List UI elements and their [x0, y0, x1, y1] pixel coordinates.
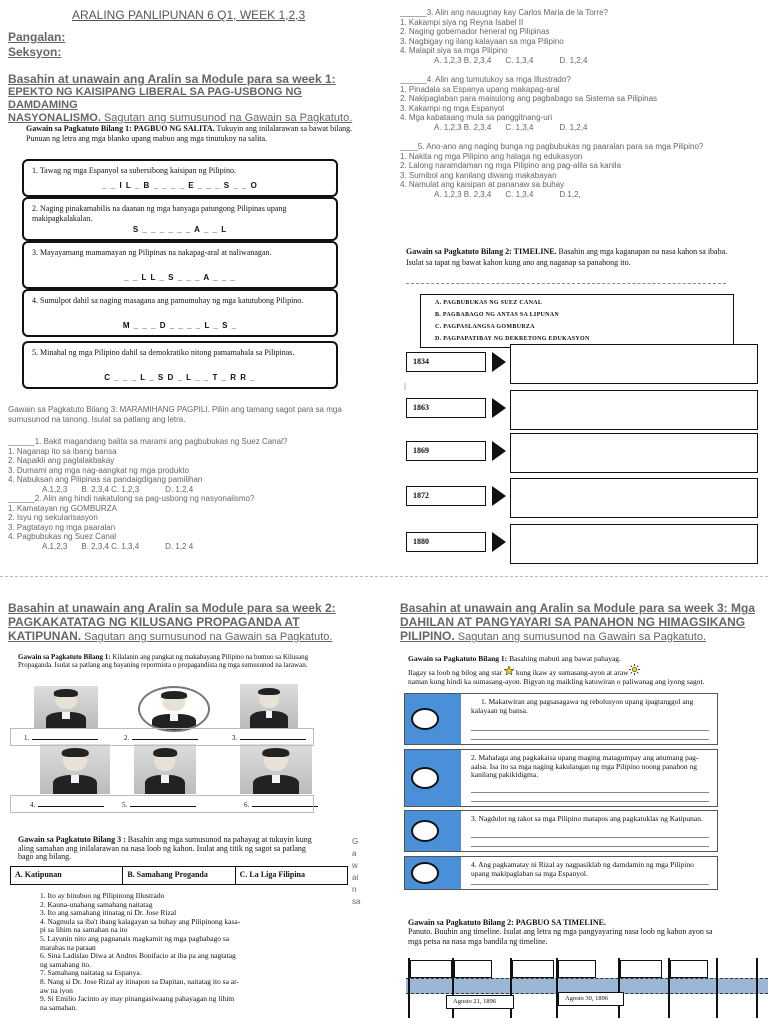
week1-topic-line1: EPEKTO NG KAISIPANG LIBERAL SA PAG-USBONG NG DAMDAMING: [8, 86, 302, 111]
side-letter: sa: [352, 897, 361, 906]
week1-topic: [8, 86, 368, 125]
week1-activity2-title: Gawain sa Pagkatuto Bilang 2: TIMELINE.: [406, 247, 557, 256]
word-item-2: [22, 197, 338, 241]
flag: [410, 960, 452, 978]
mc-choice: A. 1,2,3 B. 2,3,4: [434, 189, 492, 199]
statement-text: 3. Nagdulot ng takot sa mga Pilipino matapos ang pagkatuklas ng Katipunan.: [471, 814, 703, 823]
agree-row-3: [404, 810, 718, 852]
group-choices-table: [10, 866, 348, 885]
flag: [620, 960, 662, 978]
week2-topic-line2: KATIPUNAN.: [8, 629, 82, 643]
timeline-answer-box[interactable]: [510, 344, 758, 384]
statement-line: 6. Sina Ladislao Diwa at Andres Bonifacio at iba pa ang nagtatag: [40, 951, 236, 961]
week1-activity3-title: Gawain sa Pagkatuto Bilang 3: MARAMIHANG PAGPILI. Piliin ang tamang sagot para sa mga sumusunod na tanong. Isulat sa patlang ang letra.: [8, 405, 342, 424]
week2-topic: [8, 615, 388, 644]
arrow-icon: [492, 532, 506, 552]
mc-question: ____5. Ano-ano ang naging bunga ng pagbubukas ng paaralan para sa mga Pilipino?: [400, 142, 704, 151]
word-item-question: 5. Minahal ng mga Pilipino dahil sa demokratiko nitong pamamahala sa Pilipinas.: [32, 348, 295, 357]
worksheet-title: ARALING PANLIPUNAN 6 Q1, WEEK 1,2,3: [72, 8, 306, 22]
portrait-hair: [54, 689, 78, 697]
week2-activity3-title: Gawain sa Pagkatuto Bilang 3 :: [18, 835, 126, 844]
word-item-answer-blanks[interactable]: S _ _ _ _ _ _ A _ _ L: [132, 225, 228, 234]
portrait-collar: [161, 775, 168, 783]
week2-activity3-text: Basahin ang mga sumusunod na pahayag at tukuyin kung aling samahan ang inilalarawan na nasa loob ng kahon. Isulat ang titik ng sagot sa patlang bago ang bilang.: [18, 835, 312, 862]
week3-activity1-text-a: Basahing mabuti ang bawat pahayag.: [507, 654, 621, 663]
statement-line: 5. Layunin nito ang pagnanais magkamit ng mga pagbabago sa: [40, 933, 230, 943]
mc-option: 3. Kakampi ng mga Espanyol: [400, 103, 505, 113]
star-icon: [504, 666, 514, 675]
agree-row-4: [404, 856, 718, 890]
week3-activity1-title: Gawain sa Pagkatuto Bilang 1:: [408, 654, 508, 663]
group-choice: C. La Liga Filipina: [239, 870, 306, 879]
portrait-hair: [161, 691, 187, 699]
photo-label-frame: [10, 728, 314, 746]
number-label: 2.: [124, 734, 130, 742]
portrait-collar: [170, 714, 178, 721]
answer-line[interactable]: [471, 846, 709, 847]
mc-choice: A.1,2,3: [42, 541, 68, 551]
portrait-photo: [40, 744, 110, 794]
mc-question: ______4. Alin ang tumutukoy sa mga Illustrado?: [400, 75, 571, 84]
portrait-hair: [153, 748, 177, 757]
statement-line: marahas na paraan: [40, 942, 96, 952]
word-item-answer-blanks[interactable]: _ _ I L _ B _ _ _ _ E _ _ _ S _ _ O: [102, 181, 258, 190]
stray-side-text: [352, 836, 360, 908]
statement-line: 2. Kauna-unahang samahang naitatag: [40, 899, 153, 909]
answer-line[interactable]: [471, 730, 709, 731]
mc-option: 2. Nakipaglaban para maisulong ang pagbabago sa Sistema sa Pilipinas: [400, 94, 658, 103]
week3-activity2-instructions: [408, 918, 720, 946]
week3-activity1-text-d: naman kung hindi ka sumasang-ayon. Bigyan ng maikling katuwiran o paliwanag ang iyong sagot.: [408, 676, 705, 686]
word-item-1: [22, 159, 338, 197]
flag-date: Agosto 21, 1896: [446, 995, 514, 1009]
mc-spacer: [400, 132, 703, 142]
mc-option: 1. Pinadala sa Espanya upang makapag-aral: [400, 84, 560, 94]
week3-activity2-text: Panuto. Buuhin ang timeline. Isulat ang letra ng mga pangyayaring nasa loob ng kahon ayon sa mga petsa na nasa mga bandila ng timeline.: [408, 927, 713, 946]
event-item: C. PAGPASLANGSA GOMBURZA: [435, 324, 535, 330]
mc-option: 1. Naganap ito sa ibang bansa: [8, 446, 117, 456]
mc-choices: [400, 190, 703, 200]
flag: [512, 960, 554, 978]
answer-circle[interactable]: [411, 767, 439, 789]
mc-choices: [8, 542, 287, 552]
answer-circle[interactable]: [411, 820, 439, 842]
photo-label-frame: [10, 795, 314, 813]
mc-option: 2. Lalong naramdaman ng mga Pilipino ang pag-alila sa kanila: [400, 161, 622, 170]
mc-choices: [8, 485, 287, 495]
flag-pole: [756, 958, 758, 1018]
answer-line[interactable]: [471, 792, 709, 793]
side-letter: a: [352, 849, 357, 858]
arrow-icon: [492, 486, 506, 506]
side-letter: G: [352, 837, 359, 846]
timeline-answer-box[interactable]: [510, 390, 758, 430]
number-label: 4.: [30, 801, 36, 809]
answer-line[interactable]: [471, 884, 709, 885]
divider: [406, 283, 726, 284]
mc-option: 1. Kakampi siya ng Reyna Isabel II: [400, 17, 524, 27]
mc-option: 4. Pagbubukas ng Suez Canal: [8, 532, 117, 541]
mc-question: ______2. Alin ang hindi nakatulong sa pag-usbong ng nasyonalismo?: [8, 494, 255, 503]
mc-option: 4. Mga kabataang mula sa panggitnang-uri: [400, 113, 553, 122]
mc-option: 3. Dumami ang mga nag-aangkat ng mga produkto: [8, 465, 189, 475]
events-box: [420, 294, 734, 348]
week1-instruction: Sagutan ang sumusunod na Gawain sa Pagkatuto.: [100, 112, 353, 124]
mc-choice: A. 1,2,3 B. 2,3,4: [434, 55, 492, 65]
mc-choice: A. 1,2,3 B. 2,3,4: [434, 122, 492, 132]
week1-activity1-title: Gawain sa Pagkatuto Bilang 1: PAGBUO NG SALITA.: [26, 124, 215, 133]
word-item-question: 3. Mayayamang mamamayan ng Pilipinas na nakapag-aral at naliwanagan.: [32, 248, 272, 257]
section-label: Seksyon:: [8, 45, 62, 59]
portrait-hair: [258, 688, 280, 696]
statement-line: 1. Ito ay binubuo ng Pilipinong Illustrado: [40, 891, 165, 900]
timeline-1896: [406, 958, 768, 1024]
group-choice: B. Samahang Proganda: [123, 867, 235, 884]
mc-choices: [400, 56, 703, 66]
answer-line[interactable]: [471, 801, 709, 802]
week2-topic-line1: PAGKAKATATAG NG KILUSANG PROPAGANDA AT: [8, 615, 300, 629]
event-item: D. PAGPAPATIBAY NG DEKRETONG EDUKASYON: [435, 336, 590, 342]
side-letter: w: [352, 861, 358, 870]
mc-choice: C. 1,3,4: [505, 55, 534, 65]
mc-choice: A.1,2,3: [42, 484, 68, 494]
mc-choice: D. 1,2,4: [559, 55, 588, 65]
statement-line: 3. Ito ang samahang itinatag ni Dr. Jose Rizal: [40, 908, 177, 918]
mc-option: 3. Pagtatayo ng mga paaralan: [8, 522, 116, 532]
statement-line: na samahan.: [40, 1002, 78, 1012]
arrow-icon: [492, 398, 506, 418]
agree-row-2: [404, 749, 718, 807]
word-item-question: 1. Tawag ng mga Espanyol sa subersibong kaisipan ng Pilipino.: [32, 166, 236, 175]
week2-instruction: Sagutan ang sumusunod na Gawain sa Pagkatuto.: [81, 631, 333, 643]
word-item-3: [22, 241, 338, 289]
timeline-answer-box[interactable]: [510, 433, 758, 473]
mc-choice: D. 1,2,4: [559, 122, 588, 132]
timeline-year-box: 1872: [406, 486, 486, 506]
statement-text: 4. Ang pagkamatay ni Rizal ay nagpasiklab ng damdamin ng mga Pilipino upang makipaglaban sa mga Espanyol.: [471, 860, 694, 878]
mc-option: 3. Sumibol ang kanilang diwang makabayan: [400, 170, 557, 180]
mc-option: 1. Kamatayan ng GOMBURZA: [8, 503, 117, 513]
statement-line: 4. Nagmula sa iba't ibang kalagayan sa buhay ang Pilipinong kasa-: [40, 916, 241, 926]
stray-mark: |: [404, 382, 407, 391]
portrait-hair: [262, 748, 289, 757]
week1-heading: Basahin at unawain ang Aralin sa Module para sa week 1:: [8, 72, 336, 86]
week1-activity2-instructions: [406, 246, 728, 268]
arrow-icon: [492, 441, 506, 461]
week3-topic-line2: PILIPINO.: [400, 629, 455, 643]
agree-row-1: [404, 693, 718, 745]
portrait-collar: [272, 775, 281, 783]
answer-circle[interactable]: [411, 708, 439, 730]
multiple-choice-q1-q2: [8, 437, 287, 551]
event-item: B. PAGBABAGO NG ANTAS SA LIPUNAN: [435, 312, 560, 318]
portrait-collar: [266, 711, 273, 718]
statement-line: ng samahang ito.: [40, 959, 92, 969]
side-letter: ai: [352, 873, 359, 882]
mc-spacer: [400, 65, 703, 75]
mc-option: 2. Naging gobernador heneral ng Pilipinas: [400, 27, 550, 36]
group-statements-list: [40, 892, 240, 1012]
number-label: 1.: [24, 734, 30, 742]
mc-question: ______1. Bakit magandang balita sa marami ang pagbubukas ng Suez Canal?: [8, 437, 288, 446]
week3-activity1-instructions: [408, 655, 720, 686]
week1-activity1-text: Tukuyin ang inilalarawan sa bawat bilang. Punuan ng letra ang mga blanko upang mabuo ang mga tinutukoy na salita.: [26, 124, 353, 143]
word-item-5: [22, 341, 338, 389]
mc-option: 2. Napaikli ang paglalakbakay: [8, 456, 115, 465]
sun-icon: [629, 664, 640, 675]
week3-heading: Basahin at unawain ang Aralin sa Module para sa week 3:: [400, 601, 728, 615]
week3-activity1-text-c: kung ikaw ay sumasang-ayon at araw: [514, 667, 629, 677]
word-item-answer-blanks[interactable]: _ _ L L _ S _ _ _ A _ _ _: [124, 273, 236, 282]
portrait-photo: [240, 744, 312, 794]
flag: [558, 960, 596, 978]
mc-option: 1. Nakita ng mga Pilipino ang halaga ng edukasyon: [400, 151, 583, 161]
timeline-answer-box[interactable]: [510, 524, 758, 564]
portrait-photo: [138, 686, 210, 732]
mc-option: 4. Nabuksan ang Pilipinas sa pandaigdigang pamilihan: [8, 475, 203, 484]
mc-option: 3. Nagbigay ng ilang kalayaan sa mga Pilipino: [400, 36, 564, 46]
number-label: 3.: [232, 734, 238, 742]
timeline-year-box: 1869: [406, 441, 486, 461]
mc-choice: B. 2,3,4 C. 1,3,4: [81, 541, 140, 551]
timeline-year-box: 1834: [406, 352, 486, 372]
page-separator: [0, 576, 768, 577]
statement-line: 7. Samahang naitatag sa Espanya.: [40, 968, 142, 978]
name-label: Pangalan:: [8, 30, 66, 44]
side-letter: n: [352, 885, 357, 894]
mc-choice: D. 1,2,4: [165, 484, 194, 494]
week3-instruction: Sagutan ang sumusunod na Gawain sa Pagkatuto.: [454, 631, 707, 643]
week1-topic-line2: NASYONALISMO.: [8, 112, 101, 124]
word-item-answer-blanks[interactable]: M _ _ _ D _ _ _ _ L _ S _: [122, 321, 238, 330]
portrait-photo: [34, 686, 98, 728]
week3-activity1-text-b: Ilagay sa loob ng bilog ang star: [408, 667, 505, 677]
mc-option: 2. Isyu ng sekularisasyon: [8, 513, 98, 522]
flag-pole: [716, 958, 718, 1018]
answer-circle[interactable]: [411, 862, 439, 884]
week2-heading: Basahin at unawain ang Aralin sa Module para sa week 2:: [8, 601, 336, 615]
arrow-icon: [492, 352, 506, 372]
week3-activity2-title: Gawain sa Pagkatuto Bilang 2: PAGBUO SA TIMELINE.: [408, 918, 606, 927]
flag: [454, 960, 492, 978]
word-item-question: 4. Sumulpot dahil sa naging masagana ang pamumuhay ng mga katutubong Pilipino.: [32, 296, 304, 305]
portrait-photo: [134, 744, 196, 794]
flag-date: Agosto 30, 1896: [558, 992, 624, 1006]
week2-activity1-text: Kilalanin ang pangkat ng makabayang Pilipino na bumuo sa Kilusang Propaganda. Isulat sa patlang ang bayaning repormista o propagandista ng mga sumusunod na larawan.: [18, 653, 309, 670]
week2-activity1-title: Gawain sa Pagkatuto Bilang 1:: [18, 653, 111, 661]
group-choice: A. Katipunan: [11, 867, 123, 884]
week3-heading-block: [400, 601, 768, 644]
portrait-hair: [62, 748, 89, 757]
portrait-photo: [240, 684, 298, 728]
timeline-year-box: 1863: [406, 398, 486, 418]
number-label: 6.: [244, 801, 250, 809]
statement-text: 2. Mahalaga ang pagkakaisa upang maging matagumpay ang anumang pag-aalsa. Isa ito sa mga naging kakulangan ng mga Pilipino noong panahon ng kanilang pakikidigma.: [471, 753, 699, 779]
answer-line[interactable]: [471, 739, 709, 740]
statement-line: aw na iyon: [40, 985, 73, 995]
statement-line: 8. Nang si Dr. Jose Rizal ay itinapon sa Dapitan, naitatag ito sa ar-: [40, 976, 239, 986]
week2-activity1-instructions: [18, 653, 320, 670]
number-label: 5.: [122, 801, 128, 809]
mc-choice: C. 1,3,4: [505, 122, 534, 132]
portrait-collar: [71, 775, 79, 783]
statement-line: 9. Si Emilio Jacinto ay may pinangasiwaang pahayagan ng lihim: [40, 994, 235, 1004]
word-item-answer-blanks[interactable]: C _ _ _ L _ S D _ L _ _ T _ R R _: [104, 373, 256, 382]
word-item-question: 2. Naging pinakamabilis na daanan ng mga banyaga patungong Pilipinas upang makipagkalakalan.: [32, 204, 287, 223]
timeline-answer-box[interactable]: [510, 478, 758, 518]
portrait-collar: [62, 712, 70, 719]
mc-choice: C. 1,3,4: [505, 189, 534, 199]
week2-activity3-instructions: [18, 836, 318, 862]
timeline-year-box: 1880: [406, 532, 486, 552]
week3-heading-tail: Mga: [727, 601, 755, 615]
mc-choice: B. 2,3,4 C. 1,2,3: [81, 484, 140, 494]
week1-activity1-instructions: [26, 124, 360, 143]
mc-question: ______3. Alin ang nauugnay kay Carlos Maria de la Torre?: [400, 8, 608, 17]
event-item: A. PAGBUBUKAS NG SUEZ CANAL: [435, 300, 543, 306]
statement-line: pi sa lihim na samahan na ito: [40, 925, 128, 935]
flag: [670, 960, 708, 978]
week3-topic-line1: DAHILAN AT PANGYAYARI SA PANAHON NG HIMAGSIKANG: [400, 615, 746, 629]
mc-choice: D.1,2,: [559, 189, 581, 199]
word-item-4: [22, 289, 338, 337]
mc-choice: D. 1,2 4: [165, 541, 194, 551]
mc-choices: [400, 123, 703, 133]
week1-activity2-text: Basahin ang mga kaganapan na nasa kahon sa ibaba. Isulat sa tapat ng bawat kahon kung ano ang naganap sa panahong ito.: [406, 247, 728, 267]
mc-option: 4. Malapit siya sa mga Pilipino: [400, 46, 508, 55]
mc-option: 4. Namulat ang kaisipan at pananaw sa buhay: [400, 180, 565, 189]
statement-text: 1. Makatwiran ang pagsasagawa ng rebolusyon upang ipagtanggol ang kalayaan ng bansa.: [471, 697, 694, 715]
multiple-choice-q3-q5: [400, 8, 703, 199]
answer-line[interactable]: [471, 837, 709, 838]
